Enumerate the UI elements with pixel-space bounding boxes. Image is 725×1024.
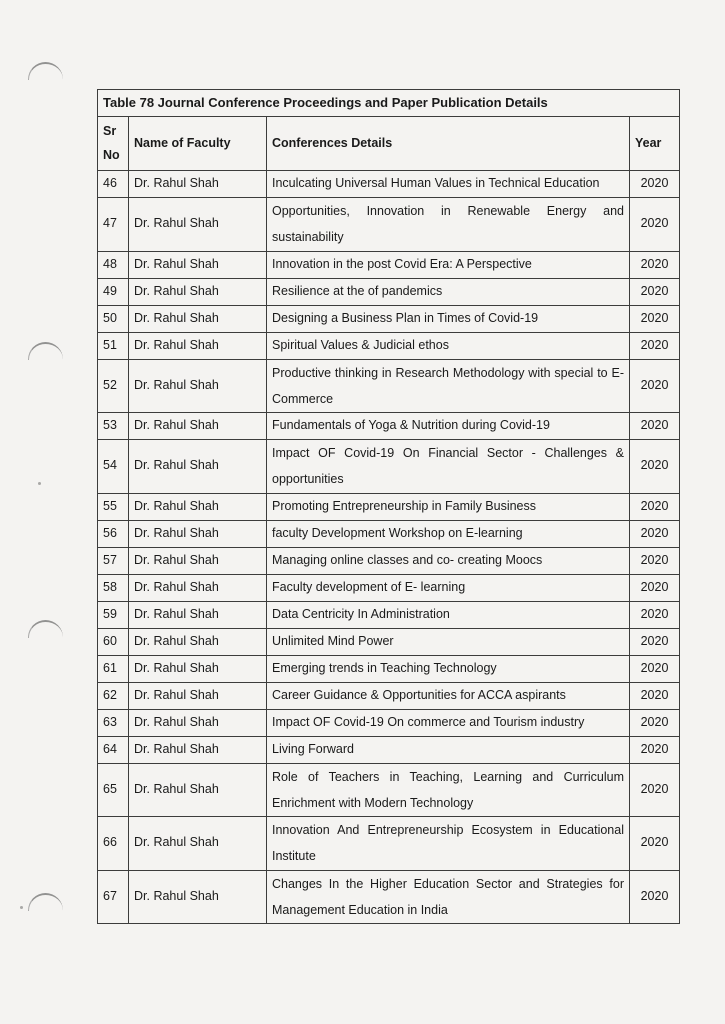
sr-cell: 59 — [98, 601, 129, 628]
conference-details-cell: Unlimited Mind Power — [267, 628, 630, 655]
faculty-name-cell: Dr. Rahul Shah — [129, 709, 267, 736]
faculty-name-cell: Dr. Rahul Shah — [129, 520, 267, 547]
year-cell: 2020 — [630, 359, 680, 413]
header-sr-no — [98, 117, 129, 171]
table-row — [98, 440, 680, 494]
sr-cell: 51 — [98, 332, 129, 359]
year-cell: 2020 — [630, 171, 680, 198]
conference-details-cell: Emerging trends in Teaching Technology — [267, 655, 630, 682]
faculty-name-cell: Dr. Rahul Shah — [129, 547, 267, 574]
faculty-name-cell: Dr. Rahul Shah — [129, 736, 267, 763]
sr-cell: 53 — [98, 413, 129, 440]
conference-details-cell: Impact OF Covid-19 On Financial Sector - Challenges & opportunities — [267, 440, 630, 494]
sr-cell: 61 — [98, 655, 129, 682]
year-cell: 2020 — [630, 251, 680, 278]
year-cell: 2020 — [630, 332, 680, 359]
table-row — [98, 682, 680, 709]
table-row — [98, 574, 680, 601]
table-row — [98, 198, 680, 252]
conference-details-cell: Managing online classes and co- creating Moocs — [267, 547, 630, 574]
header-year: Year — [630, 117, 680, 171]
table-row — [98, 870, 680, 924]
conference-details-cell: Data Centricity In Administration — [267, 601, 630, 628]
table-row — [98, 359, 680, 413]
sr-cell: 46 — [98, 171, 129, 198]
conference-details-cell: Productive thinking in Research Methodology with special to E-Commerce — [267, 359, 630, 413]
conference-details-cell: Spiritual Values & Judicial ethos — [267, 332, 630, 359]
conference-details-cell: Opportunities, Innovation in Renewable Energy and sustainability — [267, 198, 630, 252]
year-cell: 2020 — [630, 682, 680, 709]
year-cell: 2020 — [630, 817, 680, 871]
header-sr-line1: Sr — [103, 123, 117, 138]
sr-cell: 55 — [98, 493, 129, 520]
sr-cell: 47 — [98, 198, 129, 252]
table-row — [98, 171, 680, 198]
table-row — [98, 628, 680, 655]
year-cell: 2020 — [630, 305, 680, 332]
year-cell: 2020 — [630, 520, 680, 547]
faculty-name-cell: Dr. Rahul Shah — [129, 440, 267, 494]
year-cell: 2020 — [630, 413, 680, 440]
sr-cell: 65 — [98, 763, 129, 817]
faculty-name-cell: Dr. Rahul Shah — [129, 413, 267, 440]
scan-speck — [20, 906, 23, 909]
year-cell: 2020 — [630, 628, 680, 655]
punch-hole-mark — [28, 342, 63, 360]
sr-cell: 67 — [98, 870, 129, 924]
sr-cell: 63 — [98, 709, 129, 736]
conference-details-cell: Innovation in the post Covid Era: A Perspective — [267, 251, 630, 278]
table-row — [98, 278, 680, 305]
faculty-name-cell: Dr. Rahul Shah — [129, 655, 267, 682]
year-cell: 2020 — [630, 278, 680, 305]
table-row — [98, 493, 680, 520]
year-cell: 2020 — [630, 601, 680, 628]
table-row — [98, 413, 680, 440]
sr-cell: 64 — [98, 736, 129, 763]
punch-hole-mark — [28, 620, 63, 638]
year-cell: 2020 — [630, 440, 680, 494]
table-row — [98, 601, 680, 628]
faculty-name-cell: Dr. Rahul Shah — [129, 332, 267, 359]
faculty-name-cell: Dr. Rahul Shah — [129, 628, 267, 655]
conference-details-cell: Living Forward — [267, 736, 630, 763]
year-cell: 2020 — [630, 763, 680, 817]
faculty-name-cell: Dr. Rahul Shah — [129, 278, 267, 305]
faculty-name-cell: Dr. Rahul Shah — [129, 198, 267, 252]
faculty-name-cell: Dr. Rahul Shah — [129, 305, 267, 332]
faculty-name-cell: Dr. Rahul Shah — [129, 870, 267, 924]
header-name-of-faculty: Name of Faculty — [129, 117, 267, 171]
conference-details-cell: faculty Development Workshop on E-learning — [267, 520, 630, 547]
conference-details-cell: Fundamentals of Yoga & Nutrition during Covid-19 — [267, 413, 630, 440]
year-cell: 2020 — [630, 493, 680, 520]
punch-hole-mark — [28, 893, 63, 911]
faculty-name-cell: Dr. Rahul Shah — [129, 493, 267, 520]
sr-cell: 57 — [98, 547, 129, 574]
sr-cell: 49 — [98, 278, 129, 305]
sr-cell: 60 — [98, 628, 129, 655]
conference-details-cell: Innovation And Entrepreneurship Ecosystem in Educational Institute — [267, 817, 630, 871]
table-row — [98, 655, 680, 682]
conference-details-cell: Impact OF Covid-19 On commerce and Tourism industry — [267, 709, 630, 736]
year-cell: 2020 — [630, 547, 680, 574]
sr-cell: 48 — [98, 251, 129, 278]
table-row — [98, 520, 680, 547]
year-cell: 2020 — [630, 655, 680, 682]
year-cell: 2020 — [630, 870, 680, 924]
year-cell: 2020 — [630, 198, 680, 252]
faculty-name-cell: Dr. Rahul Shah — [129, 251, 267, 278]
year-cell: 2020 — [630, 574, 680, 601]
faculty-name-cell: Dr. Rahul Shah — [129, 682, 267, 709]
table-row — [98, 763, 680, 817]
publication-table — [97, 89, 680, 924]
table-row — [98, 305, 680, 332]
punch-hole-mark — [28, 62, 63, 80]
scan-speck — [38, 482, 41, 485]
table-row — [98, 817, 680, 871]
conference-details-cell: Designing a Business Plan in Times of Covid-19 — [267, 305, 630, 332]
conference-details-cell: Inculcating Universal Human Values in Technical Education — [267, 171, 630, 198]
table-row — [98, 736, 680, 763]
table-row — [98, 547, 680, 574]
faculty-name-cell: Dr. Rahul Shah — [129, 601, 267, 628]
header-conference-details: Conferences Details — [267, 117, 630, 171]
conference-details-cell: Career Guidance & Opportunities for ACCA aspirants — [267, 682, 630, 709]
sr-cell: 52 — [98, 359, 129, 413]
table-row — [98, 251, 680, 278]
table-row — [98, 332, 680, 359]
conference-details-cell: Resilience at the of pandemics — [267, 278, 630, 305]
sr-cell: 62 — [98, 682, 129, 709]
table-title: Table 78 Journal Conference Proceedings and Paper Publication Details — [98, 90, 680, 117]
faculty-name-cell: Dr. Rahul Shah — [129, 359, 267, 413]
conference-details-cell: Promoting Entrepreneurship in Family Business — [267, 493, 630, 520]
faculty-name-cell: Dr. Rahul Shah — [129, 817, 267, 871]
conference-details-cell: Faculty development of E- learning — [267, 574, 630, 601]
sr-cell: 54 — [98, 440, 129, 494]
sr-cell: 66 — [98, 817, 129, 871]
header-sr-line2: No — [103, 147, 120, 162]
sr-cell: 50 — [98, 305, 129, 332]
sr-cell: 56 — [98, 520, 129, 547]
sr-cell: 58 — [98, 574, 129, 601]
faculty-name-cell: Dr. Rahul Shah — [129, 574, 267, 601]
faculty-name-cell: Dr. Rahul Shah — [129, 763, 267, 817]
table-row — [98, 709, 680, 736]
year-cell: 2020 — [630, 709, 680, 736]
faculty-name-cell: Dr. Rahul Shah — [129, 171, 267, 198]
conference-details-cell: Changes In the Higher Education Sector and Strategies for Management Education in India — [267, 870, 630, 924]
year-cell: 2020 — [630, 736, 680, 763]
conference-details-cell: Role of Teachers in Teaching, Learning and Curriculum Enrichment with Modern Technology — [267, 763, 630, 817]
